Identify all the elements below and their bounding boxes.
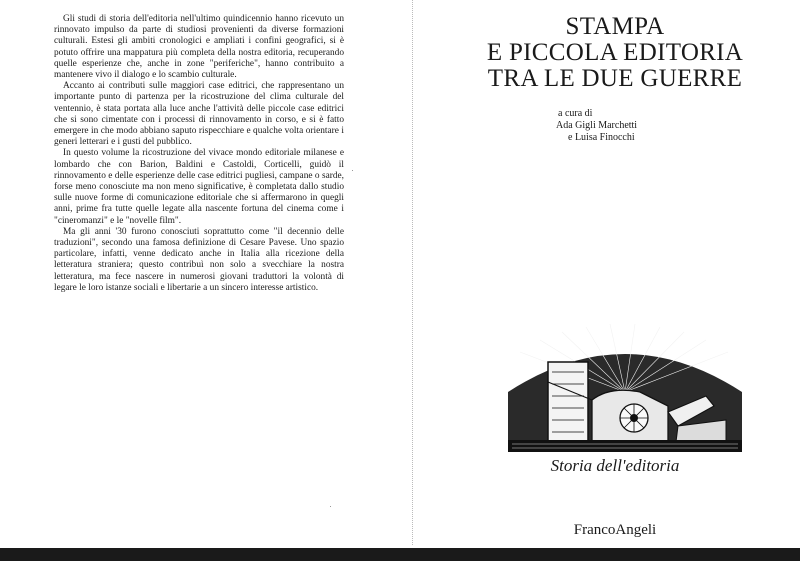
title-line-3: TRA LE DUE GUERRE xyxy=(487,65,743,92)
stray-dot xyxy=(330,506,331,507)
blurb-paragraph-1: Gli studi di storia dell'editoria nell'ultimo quindicennio hanno ricevuto un rinnovato impulso da parte di studiosi provenienti da diverse formazioni culturali. Estesi gli ambiti cronologici e ampliati i confini geografici, si è potuto offrire una mappatura più completa della nostra editoria, recuperando quelle esperienze che, anche in zone "periferiche", hanno contribuito a mantenere vivo il dialogo e lo scambio culturale. xyxy=(54,14,344,81)
series-title: Storia dell'editoria xyxy=(550,456,680,475)
printing-press-engraving-icon xyxy=(500,322,750,452)
book-title xyxy=(430,14,800,92)
stray-dot xyxy=(352,170,353,171)
editor-name-1: Ada Gigli Marchetti xyxy=(556,120,638,131)
editors-intro: a cura di xyxy=(558,108,593,119)
blurb-paragraph-3: In questo volume la ricostruzione del vivace mondo editoriale milanese e lombardo che con Barion, Baldini e Castoldi, Corticelli, guidò il rinnovamento e delle esperienze delle case editrici pugliesi, campane o sarde, forse meno conosciute ma non meno significative, è completata dallo studio sulle nuove forme di comunicazione editoriale che si affermarono in quegli anni, prime fra tutte quelle legate alla nascente fortuna del cinema come i "cineromanzi" e le "novelle film". xyxy=(54,148,344,226)
editor-name-2: e Luisa Finocchi xyxy=(568,132,635,143)
publisher-name: FrancoAngeli xyxy=(573,522,657,538)
editors-block xyxy=(556,108,776,144)
spine-fold-line xyxy=(412,0,414,545)
back-cover-blurb xyxy=(54,14,344,294)
blurb-paragraph-2: Accanto ai contributi sulle maggiori case editrici, che rappresentano un importante punto di partenza per la ricostruzione del clima culturale del ventennio, è stata portata alla luce anche l'attività delle piccole case editrici che si sono cimentate con i processi di rinnovamento in corso, e si è fatto emergere in che modo abbiano saputo rispecchiare e qualche volta orientare i generi letterari e i gusti del pubblico. xyxy=(54,81,344,148)
front-cover xyxy=(430,0,800,561)
scan-bottom-edge xyxy=(0,548,800,561)
title-line-2: E PICCOLA EDITORIA xyxy=(486,39,744,66)
blurb-paragraph-4: Ma gli anni '30 furono conosciuti soprattutto come "il decennio delle traduzioni", secondo una famosa definizione di Cesare Pavese. Uno spazio particolare, infatti, venne dedicato anche in Italia alla ricezione della letteratura straniera; questo contribuì non solo a svecchiare la nostra letteratura, ma fece nascere in numerosi giovani traduttori la volontà di legare le loro istanze sociali e libertarie a un sincero interesse artistico. xyxy=(54,226,344,293)
title-line-1: STAMPA xyxy=(565,13,665,40)
